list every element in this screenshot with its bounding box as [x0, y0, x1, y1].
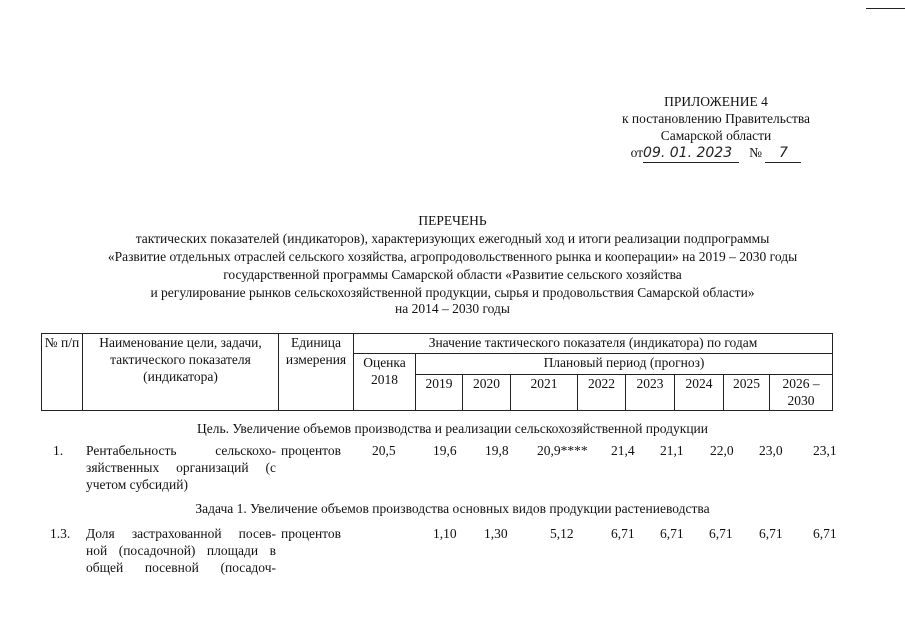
header-year: 2024 [675, 375, 724, 411]
header-year: 2020 [463, 375, 511, 411]
header-year: 2019 [416, 375, 463, 411]
value-2024: 22,0 [710, 443, 734, 458]
row-number: 1.3. [50, 526, 71, 541]
indicator-name: Доля застрахованной посев- ной (посадочной) площади в общей посевной (посадоч- [86, 526, 276, 575]
header-year: 2022 [578, 375, 626, 411]
header-year: 2025 [724, 375, 770, 411]
value-2025: 23,0 [759, 443, 783, 458]
appendix-line-1: к постановлению Правительства [621, 111, 811, 126]
value-2022: 6,71 [611, 526, 635, 541]
header-estimate: Оценка 2018 [354, 354, 416, 411]
header-values: Значение тактического показателя (индикатора) по годам [354, 334, 833, 354]
indicator-name: Рентабельность сельскохо- зяйственных организаций (с учетом субсидий) [86, 443, 276, 492]
value-2021: 20,9**** [537, 443, 588, 458]
value-2021: 5,12 [550, 526, 574, 541]
title-line-2: «Развитие отдельных отраслей сельского хозяйства, агропродовольственного рынка и кооперации» на 2019 – 2030 годы [107, 249, 798, 264]
unit-cell: процентов [281, 443, 342, 458]
indicators-table-header [41, 333, 833, 411]
date-prefix: от [630, 145, 644, 160]
value-estimate: 20,5 [372, 443, 396, 458]
header-number: № п/п [42, 334, 83, 411]
row-number: 1. [53, 443, 64, 458]
header-year: 2021 [511, 375, 578, 411]
appendix-block [600, 93, 832, 163]
corner-rule [866, 8, 905, 9]
value-2020: 19,8 [485, 443, 509, 458]
value-2020: 1,30 [484, 526, 508, 541]
header-plan-period: Плановый период (прогноз) [416, 354, 833, 375]
handwritten-date: 09. 01. 2023 [643, 145, 739, 163]
appendix-line-2: Самарской области [660, 128, 772, 143]
title-line-1: тактических показателей (индикаторов), характеризующих ежегодный ход и итоги реализации подпрограммы [135, 231, 770, 246]
title-line-5: на 2014 – 2030 годы [395, 301, 510, 316]
title-line-4: и регулирование рынков сельскохозяйственной продукции, сырья и продовольствия Самарской области» [150, 285, 755, 300]
value-2025: 6,71 [759, 526, 783, 541]
unit-cell: процентов [281, 526, 342, 541]
header-unit: Единица измерения [279, 334, 354, 411]
task-heading: Задача 1. Увеличение объемов производства основных видов продукции растениеводства [195, 501, 710, 516]
value-2026-2030: 23,1 [813, 443, 837, 458]
value-2019: 19,6 [433, 443, 457, 458]
appendix-date-line [600, 144, 832, 163]
value-2024: 6,71 [709, 526, 733, 541]
title-line-3: государственной программы Самарской области «Развитие сельского хозяйства [223, 267, 682, 282]
value-2022: 21,4 [611, 443, 635, 458]
list-heading: ПЕРЕЧЕНЬ [418, 213, 487, 228]
value-2023: 21,1 [660, 443, 684, 458]
goal-heading: Цель. Увеличение объемов производства и реализации сельскохозяйственной продукции [196, 421, 708, 436]
value-2023: 6,71 [660, 526, 684, 541]
appendix-title: ПРИЛОЖЕНИЕ 4 [664, 94, 768, 109]
header-year: 2026 – 2030 [770, 375, 833, 411]
value-2019: 1,10 [433, 526, 457, 541]
value-2026-2030: 6,71 [813, 526, 837, 541]
header-year: 2023 [626, 375, 675, 411]
handwritten-number: 7 [765, 145, 801, 163]
header-name: Наименование цели, задачи, тактического показателя (индикатора) [83, 334, 279, 411]
number-prefix: № [749, 145, 763, 160]
